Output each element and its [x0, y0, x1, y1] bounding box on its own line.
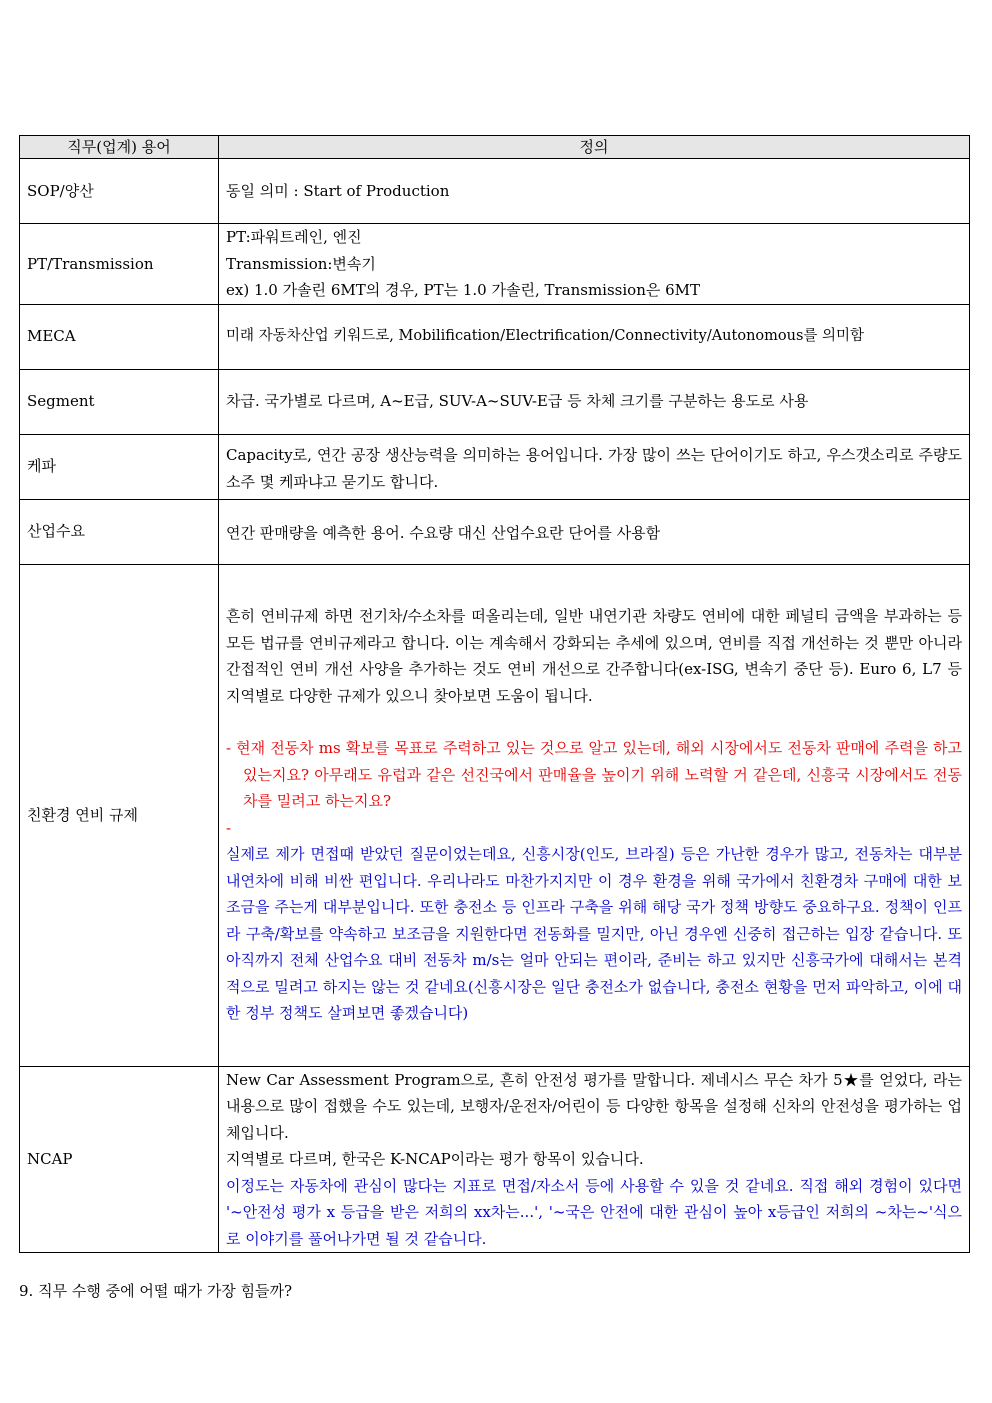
table-row — [20, 159, 970, 224]
definition-line: 지역별로 다르며, 한국은 K-NCAP이라는 평가 항목이 있습니다. — [226, 1150, 644, 1168]
definition-cell — [219, 564, 970, 1066]
term-cell: Segment — [20, 369, 219, 434]
interview-question: - 현재 전동차 ms 확보를 목표로 주력하고 있는 것으로 알고 있는데, 해외 시장에서도 전동차 판매에 주력을 하고 있는지요? 아무래도 유럽과 같은 선진국에서 판매율을 높이기 위해 노력할 거 같은데, 신흥국 시장에서도 전동차를 밀려고 하는지요? — [226, 739, 962, 811]
section-question-heading: 9. 직무 수행 중에 어떨 때가 가장 힘들까? — [19, 1282, 293, 1300]
definition-cell — [219, 304, 970, 369]
dash-marker: - — [226, 818, 232, 837]
interview-answer: 실제로 제가 면접때 받았던 질문이었는데요, 신흥시장(인도, 브라질) 등은 가난한 경우가 많고, 전동차는 대부분 내연차에 비해 비싼 편입니다. 우리나라도 마찬가지지만 이 경우 환경을 위해 국가에서 친환경차 구매에 대한 보조금을 주는게 대부분입니다. 또한 충전소 등 인프라 구축을 위해 해당 국가 정책 방향도 중요하구요. 정책이 인프라 구축/확보를 약속하고 보조금을 지원한다면 전동화를 밀지만, 아닌 경우엔 신중히 접근하는 입장 같습니다. 또 아직까지 전체 산업수요 대비 전동차 m/s는 얼마 안되는 편이라, 준비는 하고 있지만 신흥국가에 대해서는 본격적으로 밀려고 하지는 않는 것 같네요(신흥시장은 일단 충전소가 없습니다, 충전소 현황을 먼저 파악하고, 이에 대한 정부 정책도 살펴보면 좋겠습니다) — [226, 845, 962, 1023]
term-cell: PT/Transmission — [20, 224, 219, 305]
term-cell: 케파 — [20, 434, 219, 499]
glossary-table — [19, 135, 970, 1253]
definition-line: 미래 자동차산업 키워드로, Mobilification/Electrification/Connectivity/Autonomous를 의미함 — [226, 328, 865, 345]
table-row — [20, 369, 970, 434]
definition-cell — [219, 369, 970, 434]
spacer — [226, 709, 962, 735]
table-header-row — [20, 136, 970, 159]
table-row — [20, 224, 970, 305]
header-definition: 정의 — [219, 136, 970, 159]
term-cell: NCAP — [20, 1066, 219, 1253]
header-term: 직무(업계) 용어 — [20, 136, 219, 159]
definition-line: 연간 판매량을 예측한 용어. 수요량 대신 산업수요란 단어를 사용함 — [226, 524, 661, 543]
definition-intro: New Car Assessment Program으로, 흔히 안전성 평가를 말합니다. 제네시스 무슨 차가 5★를 얻었다, 라는 내용으로 많이 접했을 수도 있는데, 보행자/운전자/어린이 등 다양한 항목을 설정해 신차의 안전성을 평가하는 업체입니다. — [226, 1070, 962, 1142]
interview-tip: 이정도는 자동차에 관심이 많다는 지표로 면접/자소서 등에 사용할 수 있을 것 같네요. 직접 해외 경험이 있다면 '~안전성 평가 x 등급을 받은 저희의 xx차는...', '~국은 안전에 대한 관심이 높아 x등급인 저희의 ~차는~'식으로 이야기를 풀어나가면 될 것 같습니다. — [226, 1176, 962, 1248]
definition-line: Capacity로, 연간 공장 생산능력을 의미하는 용어입니다. 가장 많이 쓰는 단어이기도 하고, 우스갯소리로 주량도 소주 몇 케파냐고 묻기도 합니다. — [226, 446, 962, 491]
term-cell: 산업수요 — [20, 499, 219, 564]
table-row — [20, 304, 970, 369]
definition-line: PT:파워트레인, 엔진 — [226, 228, 362, 246]
table-row — [20, 434, 970, 499]
definition-intro: 흔히 연비규제 하면 전기차/수소차를 떠올리는데, 일반 내연기관 차량도 연비에 대한 페널티 금액을 부과하는 등 모든 법규를 연비규제라고 합니다. 이는 계속해서 강화되는 추세에 있으며, 연비를 직접 개선하는 것 뿐만 아니라 간접적인 연비 개선 사양을 추가하는 것도 연비 개선으로 간주합니다(ex-ISG, 변속기 중단 등). Euro 6, L7 등 지역별로 다양한 규제가 있으니 찾아보면 도움이 됩니다. — [226, 607, 962, 705]
definition-line: 차급. 국가별로 다르며, A~E급, SUV-A~SUV-E급 등 차체 크기를 구분하는 용도로 사용 — [226, 392, 809, 411]
definition-line: Transmission:변속기 — [226, 254, 376, 273]
term-cell: SOP/양산 — [20, 159, 219, 224]
table-row — [20, 564, 970, 1066]
definition-line: 동일 의미 : Start of Production — [226, 181, 450, 200]
definition-cell — [219, 1066, 970, 1253]
term-cell: 친환경 연비 규제 — [20, 564, 219, 1066]
definition-cell — [219, 434, 970, 499]
table-row — [20, 1066, 970, 1253]
table-row — [20, 499, 970, 564]
definition-line: ex) 1.0 가솔린 6MT의 경우, PT는 1.0 가솔린, Transmission은 6MT — [226, 281, 701, 299]
definition-cell — [219, 499, 970, 564]
definition-cell — [219, 159, 970, 224]
definition-cell — [219, 224, 970, 305]
term-cell: MECA — [20, 304, 219, 369]
